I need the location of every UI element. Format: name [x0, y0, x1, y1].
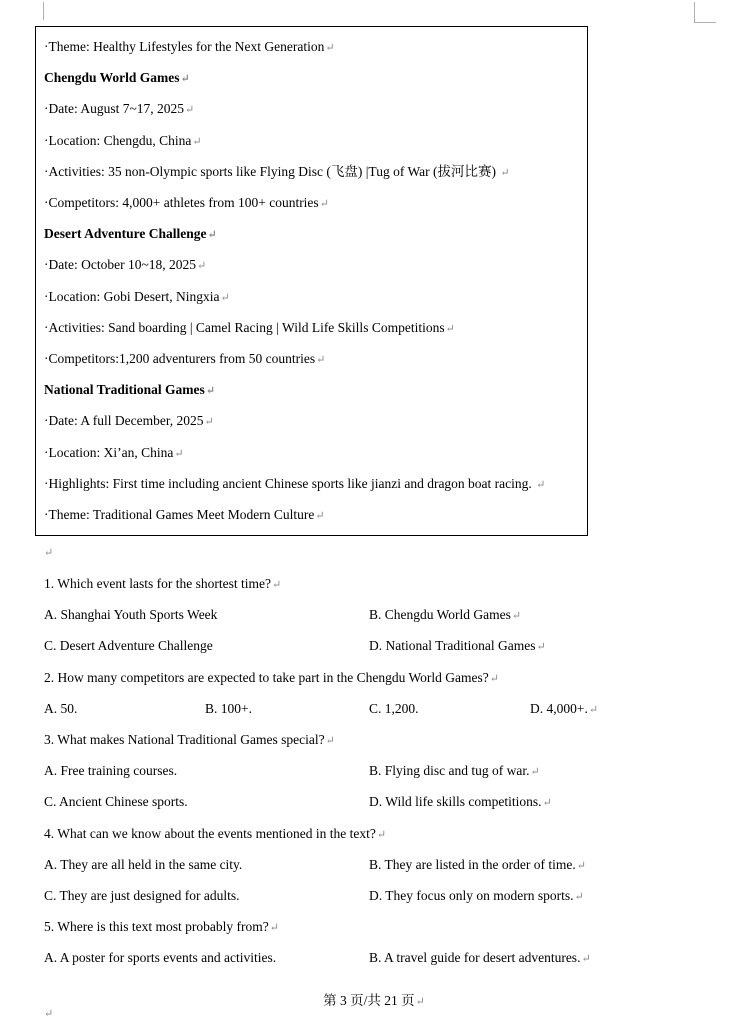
question-stem — [44, 919, 279, 936]
answer-option-text: D. 4,000+. — [530, 700, 588, 716]
paragraph-mark: ↵ — [576, 859, 586, 872]
answer-option — [44, 701, 77, 717]
paragraph-mark: ↵ — [44, 1008, 54, 1020]
question-stem — [44, 732, 335, 749]
question-stem — [44, 576, 281, 593]
line-text: National Traditional Games — [44, 382, 205, 398]
event-detail-line — [44, 101, 194, 118]
answer-option — [44, 763, 177, 779]
line-text: Chengdu World Games — [44, 70, 180, 86]
answer-option — [369, 638, 546, 655]
event-detail-line — [44, 476, 545, 493]
question-stem — [44, 826, 386, 843]
answer-option — [44, 794, 188, 810]
answer-option — [369, 794, 552, 811]
paragraph-mark: ↵ — [180, 73, 190, 86]
paragraph-mark: ↵ — [319, 198, 329, 210]
corner-mark-top-left — [43, 2, 44, 20]
answer-option-text: C. Desert Adventure Challenge — [44, 638, 213, 654]
paragraph-mark: ↵ — [376, 828, 387, 841]
line-text: ·Location: Chengdu, China — [44, 132, 192, 148]
paragraph-mark: ↵ — [220, 291, 230, 304]
line-text: ·Date: A full December, 2025 — [44, 413, 204, 429]
answer-option-text: A. They are all held in the same city. — [44, 856, 243, 872]
answer-option-text: A. Shanghai Youth Sports Week — [44, 607, 218, 623]
paragraph-mark: ↵ — [445, 322, 455, 335]
paragraph-mark: ↵ — [44, 547, 54, 559]
answer-option — [44, 950, 276, 966]
line-text: ·Competitors:1,200 adventurers from 50 countries — [44, 351, 316, 366]
event-detail-line — [44, 413, 214, 430]
event-detail-line — [44, 445, 184, 462]
question-stem-text: 2. How many competitors are expected to take part in the Chengdu World Games? — [44, 669, 489, 685]
corner-mark-top-right-h — [694, 22, 716, 23]
event-detail-line — [44, 351, 325, 368]
event-detail-line — [44, 195, 329, 212]
paragraph-mark: ↵ — [185, 104, 195, 117]
line-text: ·Highlights: First time including ancient Chinese sports like jianzi and dragon boat racing. — [44, 475, 536, 491]
answer-option-text: C. Ancient Chinese sports. — [44, 794, 188, 810]
answer-option-text: D. Wild life skills competitions. — [369, 794, 542, 810]
answer-option — [44, 607, 217, 623]
paragraph-mark: ↵ — [415, 996, 425, 1008]
paragraph-mark: ↵ — [588, 703, 599, 716]
line-text: ·Activities: 35 non-Olympic sports like Flying Disc (飞盘) |Tug of War (拔河比赛) — [44, 163, 500, 179]
paragraph-mark: ↵ — [197, 260, 207, 273]
answer-option — [44, 857, 242, 873]
answer-option-text: A. A poster for sports events and activities. — [44, 950, 277, 966]
answer-option — [369, 950, 591, 967]
answer-option — [530, 701, 598, 718]
event-heading — [44, 382, 215, 399]
paragraph-mark: ↵ — [269, 922, 279, 935]
page-footer — [0, 989, 748, 1009]
paragraph-mark: ↵ — [536, 478, 546, 491]
answer-option-text: D. National Traditional Games — [369, 638, 536, 654]
answer-option-text: A. 50. — [44, 700, 78, 716]
event-detail-line — [44, 289, 230, 306]
line-text: ·Location: Gobi Desert, Ningxia — [44, 288, 220, 304]
page-number: 第 3 页/共 21 页 — [323, 993, 415, 1008]
line-text: ·Theme: Healthy Lifestyles for the Next Generation — [44, 39, 325, 54]
event-info-box — [35, 26, 588, 536]
answer-option-text: D. They focus only on modern sports. — [369, 888, 574, 903]
paragraph-mark: ↵ — [325, 735, 335, 747]
line-text: ·Date: October 10~18, 2025 — [44, 257, 197, 273]
question-stem-text: 5. Where is this text most probably from? — [44, 919, 269, 935]
event-heading — [44, 226, 217, 243]
event-detail-line — [44, 133, 202, 150]
paragraph-mark: ↵ — [192, 135, 202, 148]
answer-option — [369, 763, 540, 780]
event-detail-line — [44, 164, 510, 181]
answer-option-text: B. Flying disc and tug of war. — [369, 763, 530, 779]
answer-option-text: C. 1,200. — [369, 700, 419, 716]
answer-option — [369, 607, 521, 624]
line-text: ·Competitors: 4,000+ athletes from 100+ countries — [44, 195, 319, 210]
answer-option — [369, 888, 584, 905]
paragraph-mark: ↵ — [581, 953, 591, 966]
question-stem-text: 1. Which event lasts for the shortest time? — [44, 576, 271, 591]
paragraph-mark: ↵ — [574, 891, 584, 903]
answer-option-text: B. 100+. — [205, 700, 252, 716]
paragraph-mark: ↵ — [325, 42, 335, 54]
answer-option — [44, 888, 239, 904]
line-text: ·Location: Xi’an, China — [44, 444, 174, 460]
paragraph-mark: ↵ — [530, 766, 540, 779]
paragraph-mark: ↵ — [489, 672, 500, 685]
paragraph-mark: ↵ — [536, 641, 546, 654]
answer-option — [369, 701, 419, 717]
paragraph-mark: ↵ — [316, 354, 326, 366]
paragraph-mark: ↵ — [500, 166, 510, 179]
answer-option-text: B. They are listed in the order of time. — [369, 856, 576, 872]
line-text: ·Activities: Sand boarding | Camel Racing | Wild Life Skills Competitions — [44, 319, 445, 335]
paragraph-mark: ↵ — [271, 579, 282, 591]
answer-option — [44, 638, 213, 654]
answer-option-text: B. Chengdu World Games — [369, 607, 511, 623]
line-text: Desert Adventure Challenge — [44, 226, 207, 242]
event-detail-line — [44, 507, 325, 524]
corner-mark-top-right — [694, 2, 695, 22]
paragraph-mark: ↵ — [204, 416, 214, 429]
paragraph-mark: ↵ — [315, 510, 325, 522]
paragraph-mark: ↵ — [542, 797, 552, 810]
question-stem-text: 3. What makes National Traditional Games special? — [44, 732, 325, 747]
paragraph-mark: ↵ — [205, 385, 215, 398]
paragraph-mark: ↵ — [207, 229, 217, 242]
line-text: ·Date: August 7~17, 2025 — [44, 101, 185, 117]
event-detail-line — [44, 39, 335, 56]
event-heading — [44, 70, 190, 87]
paragraph-mark: ↵ — [511, 610, 522, 623]
question-stem — [44, 670, 499, 687]
paragraph-mark: ↵ — [174, 447, 184, 460]
answer-option-text: B. A travel guide for desert adventures. — [369, 950, 581, 966]
line-text: ·Theme: Traditional Games Meet Modern Culture — [44, 507, 315, 522]
answer-option-text: A. Free training courses. — [44, 763, 178, 779]
answer-option — [369, 857, 586, 874]
event-detail-line — [44, 257, 206, 274]
answer-option-text: C. They are just designed for adults. — [44, 888, 240, 903]
question-stem-text: 4. What can we know about the events mentioned in the text? — [44, 825, 376, 841]
event-detail-line — [44, 320, 455, 337]
answer-option — [205, 701, 252, 717]
